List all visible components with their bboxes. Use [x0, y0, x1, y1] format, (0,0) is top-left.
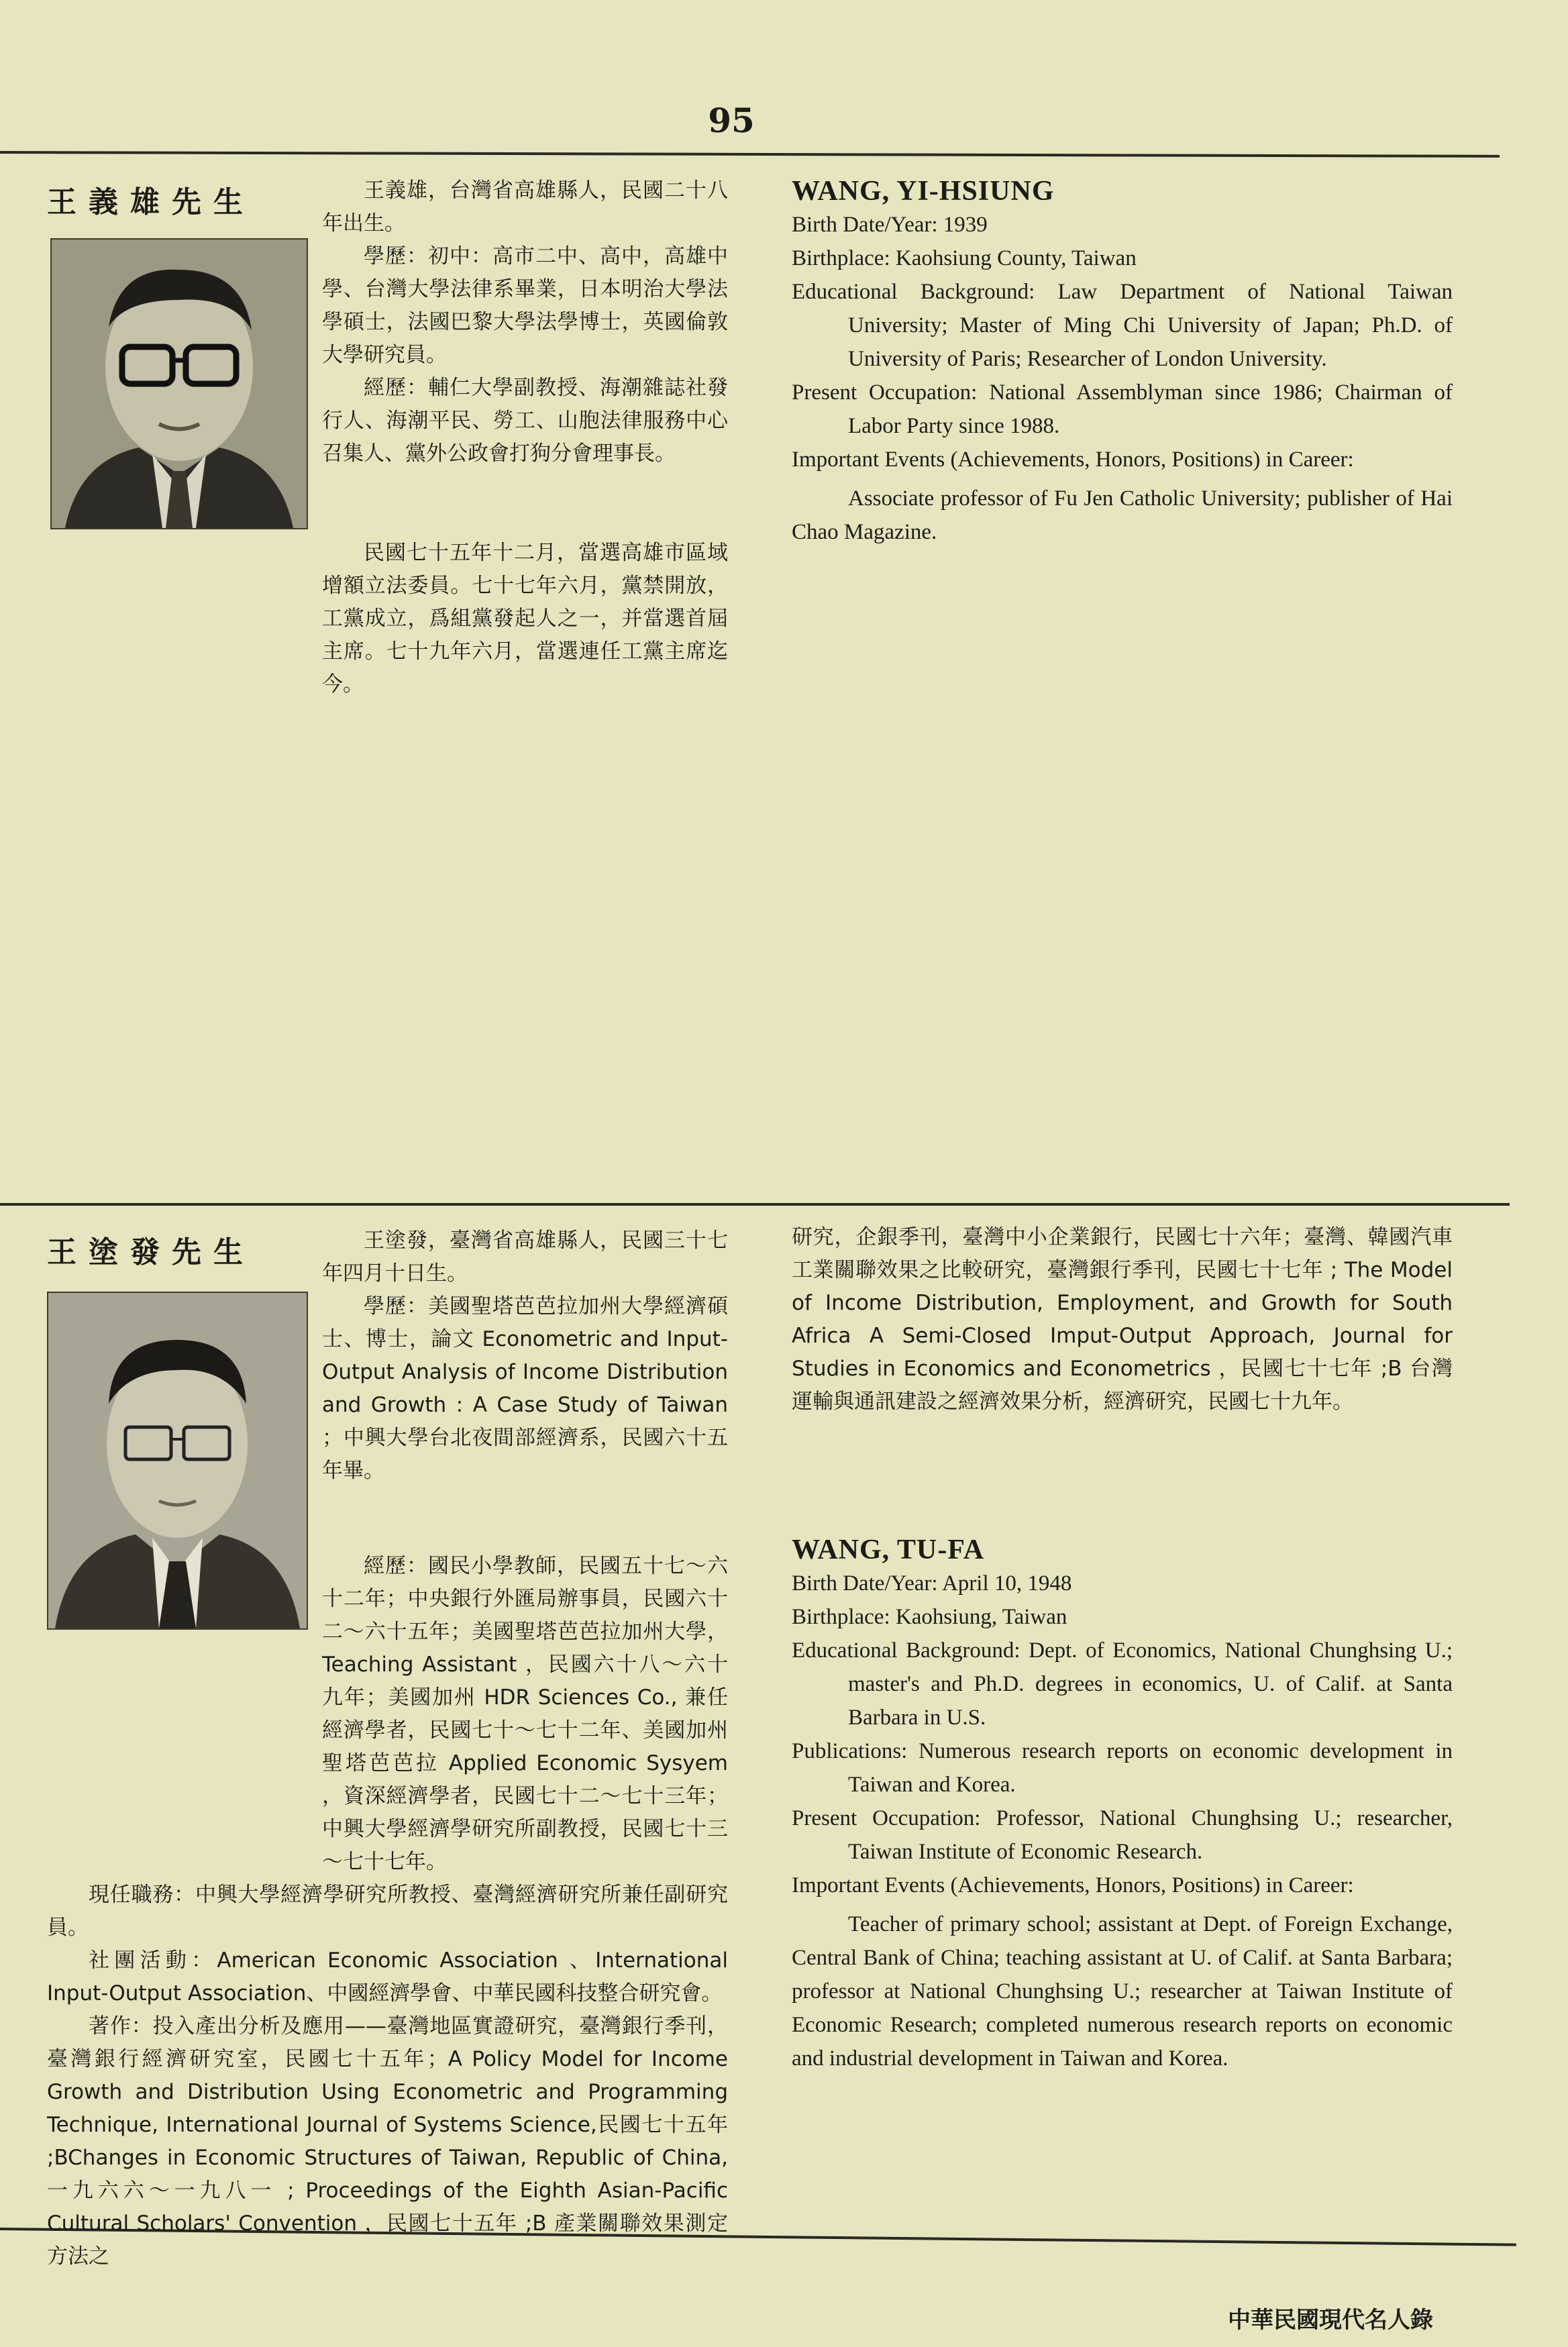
middle-rule [0, 1203, 1510, 1206]
page-number: 95 [708, 101, 755, 140]
entry2-publications: Publications: Numerous research reports on economic development in Taiwan and Korea. [792, 1739, 1453, 1797]
entry2-chinese-bio-bottom [47, 1550, 728, 2273]
entry2-zh-education: 學歷：美國聖塔芭芭拉加州大學經濟碩士、博士，論文 Econometric and Input-Output Analysis of Income Distribution and Growth : A Case Study of Taiwan ；中興大學台北夜間部經濟系，民國六十五年畢。 [322, 1294, 728, 1483]
entry1-chinese-events [47, 537, 728, 701]
entry2-events-heading: Important Events (Achievements, Honors, Positions) in Career: [792, 1873, 1354, 1897]
entry1-events-heading: Important Events (Achievements, Honors, Positions) in Career: [792, 448, 1354, 472]
entry2-zh-intro: 王塗發，臺灣省高雄縣人，民國三十七年四月十日生。 [322, 1229, 728, 1286]
entry1-zh-events: 民國七十五年十二月，當選高雄市區域增額立法委員。七十七年六月，黨禁開放，工黨成立，爲組黨發起人之一，并當選首屆主席。七十九年六月，當選連任工黨主席迄今。 [322, 541, 728, 696]
entry1-chinese-name: 王義雄先生 [47, 185, 255, 219]
entry2-birthplace: Birthplace: Kaohsiung, Taiwan [792, 1605, 1067, 1629]
entry2-english-name: WANG, TU-FA [792, 1534, 985, 1565]
entry2-zh-associations: 社團活動：American Economic Association 、International Input-Output Association、中國經濟學會、中華民國科技整合研究會。 [47, 1948, 728, 2005]
entry1-zh-education: 學歷：初中：高市二中、高中，高雄中學、台灣大學法律系畢業，日本明治大學法學碩士，法國巴黎大學法學博士，英國倫敦大學研究員。 [322, 244, 728, 367]
entry1-zh-experience: 經歷：輔仁大學副教授、海潮雜誌社發行人、海潮平民、勞工、山胞法律服務中心召集人、黨外公政會打狗分會理事長。 [322, 376, 728, 466]
entry1-english-bio [792, 174, 1453, 549]
portrait-illustration [52, 240, 307, 528]
entry2-events: Teacher of primary school; assistant at Dept. of Foreign Exchange, Central Bank of China; teaching assistant at U. of Calif. at Santa Barbara; professor at National Chunghsing U.; researcher at Taiwan Institute of Economic Research; completed numerous research reports on economic and industrial development in Taiwan and Korea. [792, 1912, 1453, 2071]
top-rule [0, 151, 1500, 158]
entry1-occupation: Present Occupation: National Assemblyman since 1986; Chairman of Labor Party since 1988. [792, 380, 1453, 438]
entry1-education: Educational Background: Law Department of National Taiwan University; Master of Ming Chi University of Japan; Ph.D. of University of Paris; Researcher of London University. [792, 280, 1453, 371]
entry2-chinese-name: 王塗發先生 [47, 1235, 255, 1269]
entry1-zh-intro: 王義雄，台灣省高雄縣人，民國二十八年出生。 [322, 178, 728, 236]
entry2-zh-position: 現任職務：中興大學經濟學研究所教授、臺灣經濟研究所兼任副研究員。 [47, 1883, 728, 1940]
entry1-birthplace: Birthplace: Kaohsiung County, Taiwan [792, 246, 1137, 270]
entry1-events: Associate professor of Fu Jen Catholic University; publisher of Hai Chao Magazine. [792, 486, 1453, 544]
entry2-english-bio [792, 1533, 1453, 2075]
entry1-english-name: WANG, YI-HSIUNG [792, 176, 1055, 207]
entry2-chinese-continued [792, 1221, 1453, 1418]
entry2-occupation: Present Occupation: Professor, National Chunghsing U.; researcher, Taiwan Institute of Economic Research. [792, 1806, 1453, 1864]
book-title-footer: 中華民國現代名人錄 [1228, 2307, 1433, 2334]
entry1-portrait-photo [50, 238, 308, 529]
entry2-education: Educational Background: Dept. of Economics, National Chunghsing U.; master's and Ph.D. degrees in economics, U. of Calif. at Santa Barbara in U.S. [792, 1638, 1453, 1730]
entry2-zh-publications: 著作：投入產出分析及應用——臺灣地區實證研究，臺灣銀行季刊，臺灣銀行經濟研究室，民國七十五年；A Policy Model for Income Growth and Distribution Using Econometric and Programming Technique, International Journal of Systems Science,民國七十五年 ;BChanges in Economic Structures of Taiwan, Republic of China, 一九六六～一九八一 ; Proceedings of the Eighth Asian-Pacific Cultural Scholars' Convention ，民國七十五年 ;B 產業關聯效果測定方法之 [47, 2014, 728, 2268]
entry1-birth-date: Birth Date/Year: 1939 [792, 213, 988, 237]
entry1-chinese-bio [322, 174, 728, 470]
entry2-zh-publications-continued: 研究，企銀季刊，臺灣中小企業銀行，民國七十六年；臺灣、韓國汽車工業關聯效果之比較研究，臺灣銀行季刊，民國七十七年 ; The Model of Income Distribution, Employment, and Growth for South Africa A Semi-Closed Imput-Output Approach, Journal for Studies in Economics and Econometrics ，民國七十七年 ;B 台灣運輸與通訊建設之經濟效果分析，經濟研究，民國七十九年。 [792, 1225, 1453, 1414]
entry2-zh-experience: 經歷：國民小學教師，民國五十七～六十二年；中央銀行外匯局辦事員，民國六十二～六十五年；美國聖塔芭芭拉加州大學， Teaching Assistant ，民國六十八～六十九年；美國加州 HDR Sciences Co., 兼任經濟學者，民國七十～七十二年、美國加州聖塔芭芭拉 Applied Economic Sysyem ，資深經濟學者，民國七十二～七十三年；中興大學經濟學研究所副教授，民國七十三～七十七年。 [322, 1554, 728, 1874]
entry2-chinese-bio-top [322, 1224, 728, 1488]
entry2-birth-date: Birth Date/Year: April 10, 1948 [792, 1571, 1072, 1596]
